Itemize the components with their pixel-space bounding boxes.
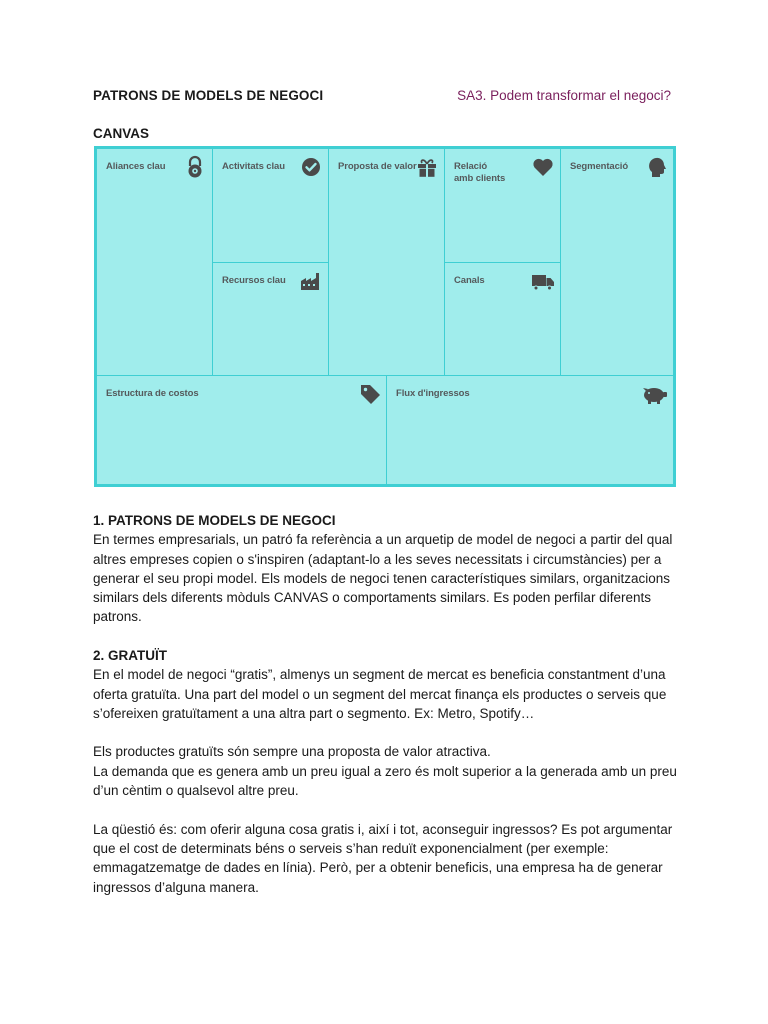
piggy-bank-icon: [640, 382, 670, 406]
truck-icon: [531, 269, 555, 293]
heart-icon: [531, 155, 555, 179]
block-label: Estructura de costos: [106, 388, 199, 399]
section-title: 1. PATRONS DE MODELS DE NEGOCI: [93, 513, 336, 528]
section-paragraph: Els productes gratuïts són sempre una proposta de valor atractiva.: [93, 744, 491, 760]
section-paragraph: La qüestió és: com oferir alguna cosa gratis i, així i tot, aconseguir ingressos? Es pot argumentar que el cost de determinats béns o serveis s’han reduït exponencialment (per exemple: emmagatzematge de dades en línia). Però, per a obtenir beneficis, una empresa ha de generar ingressos d’alguna manera.: [93, 821, 673, 895]
factory-icon: [299, 269, 323, 293]
block-label: Recursos clau: [222, 275, 286, 286]
block-aliances-clau: [96, 148, 213, 376]
block-label: Proposta de valor: [338, 161, 417, 172]
block-flux-ingressos: [386, 375, 674, 485]
section-title: 2. GRATUÏT: [93, 648, 167, 663]
block-label: Relació amb clients: [454, 161, 506, 184]
block-label: Segmentació: [570, 161, 629, 172]
section-patrons: [93, 511, 683, 627]
block-label: Activitats clau: [222, 161, 285, 172]
check-circle-icon: [299, 155, 323, 179]
block-activitats-clau: [212, 148, 329, 263]
section-paragraph: En el model de negoci “gratis”, almenys un segment de mercat es beneficia constantment d’una oferta gratuïta. Una part del model o un segment del mercat finança els productes o serveis que s’ofereixen gratuïtament a una altra part o segmento. Ex: Metro, Spotify…: [93, 667, 667, 721]
lock-icon: [183, 155, 207, 179]
block-segmentacio: [560, 148, 674, 376]
document-subtitle: SA3. Podem transformar el negoci?: [457, 88, 671, 103]
block-label: Canals: [454, 275, 485, 286]
document-title: PATRONS DE MODELS DE NEGOCI: [93, 88, 324, 103]
section-paragraph: En termes empresarials, un patró fa referència a un arquetip de model de negoci a partir del qual altres empreses copien o s'inspiren (adaptant-lo a les seves necessitats i circumstàncies) per a generar el seu propi model. Els models de negoci tenen característiques similars, organitzacions similars dels diferents mòduls CANVAS o comportaments similars. Es poden perfilar diferents patrons.: [93, 532, 673, 625]
block-canals: [444, 262, 561, 376]
canvas-heading: CANVAS: [93, 126, 150, 141]
block-label: Aliances clau: [106, 161, 166, 172]
block-recursos-clau: [212, 262, 329, 376]
block-relacio-amb-clients: [444, 148, 561, 263]
price-tag-icon: [358, 382, 382, 406]
business-model-canvas: [94, 146, 676, 487]
section-gratuit: [93, 646, 683, 897]
gift-icon: [415, 155, 439, 179]
block-estructura-de-costos: [96, 375, 387, 485]
block-label: Flux d'ingressos: [396, 388, 470, 399]
section-paragraph: La demanda que es genera amb un preu igual a zero és molt superior a la generada amb un preu d’un cèntim o qualsevol altre preu.: [93, 763, 677, 799]
block-proposta-de-valor: [328, 148, 445, 376]
head-profile-icon: [644, 155, 668, 179]
